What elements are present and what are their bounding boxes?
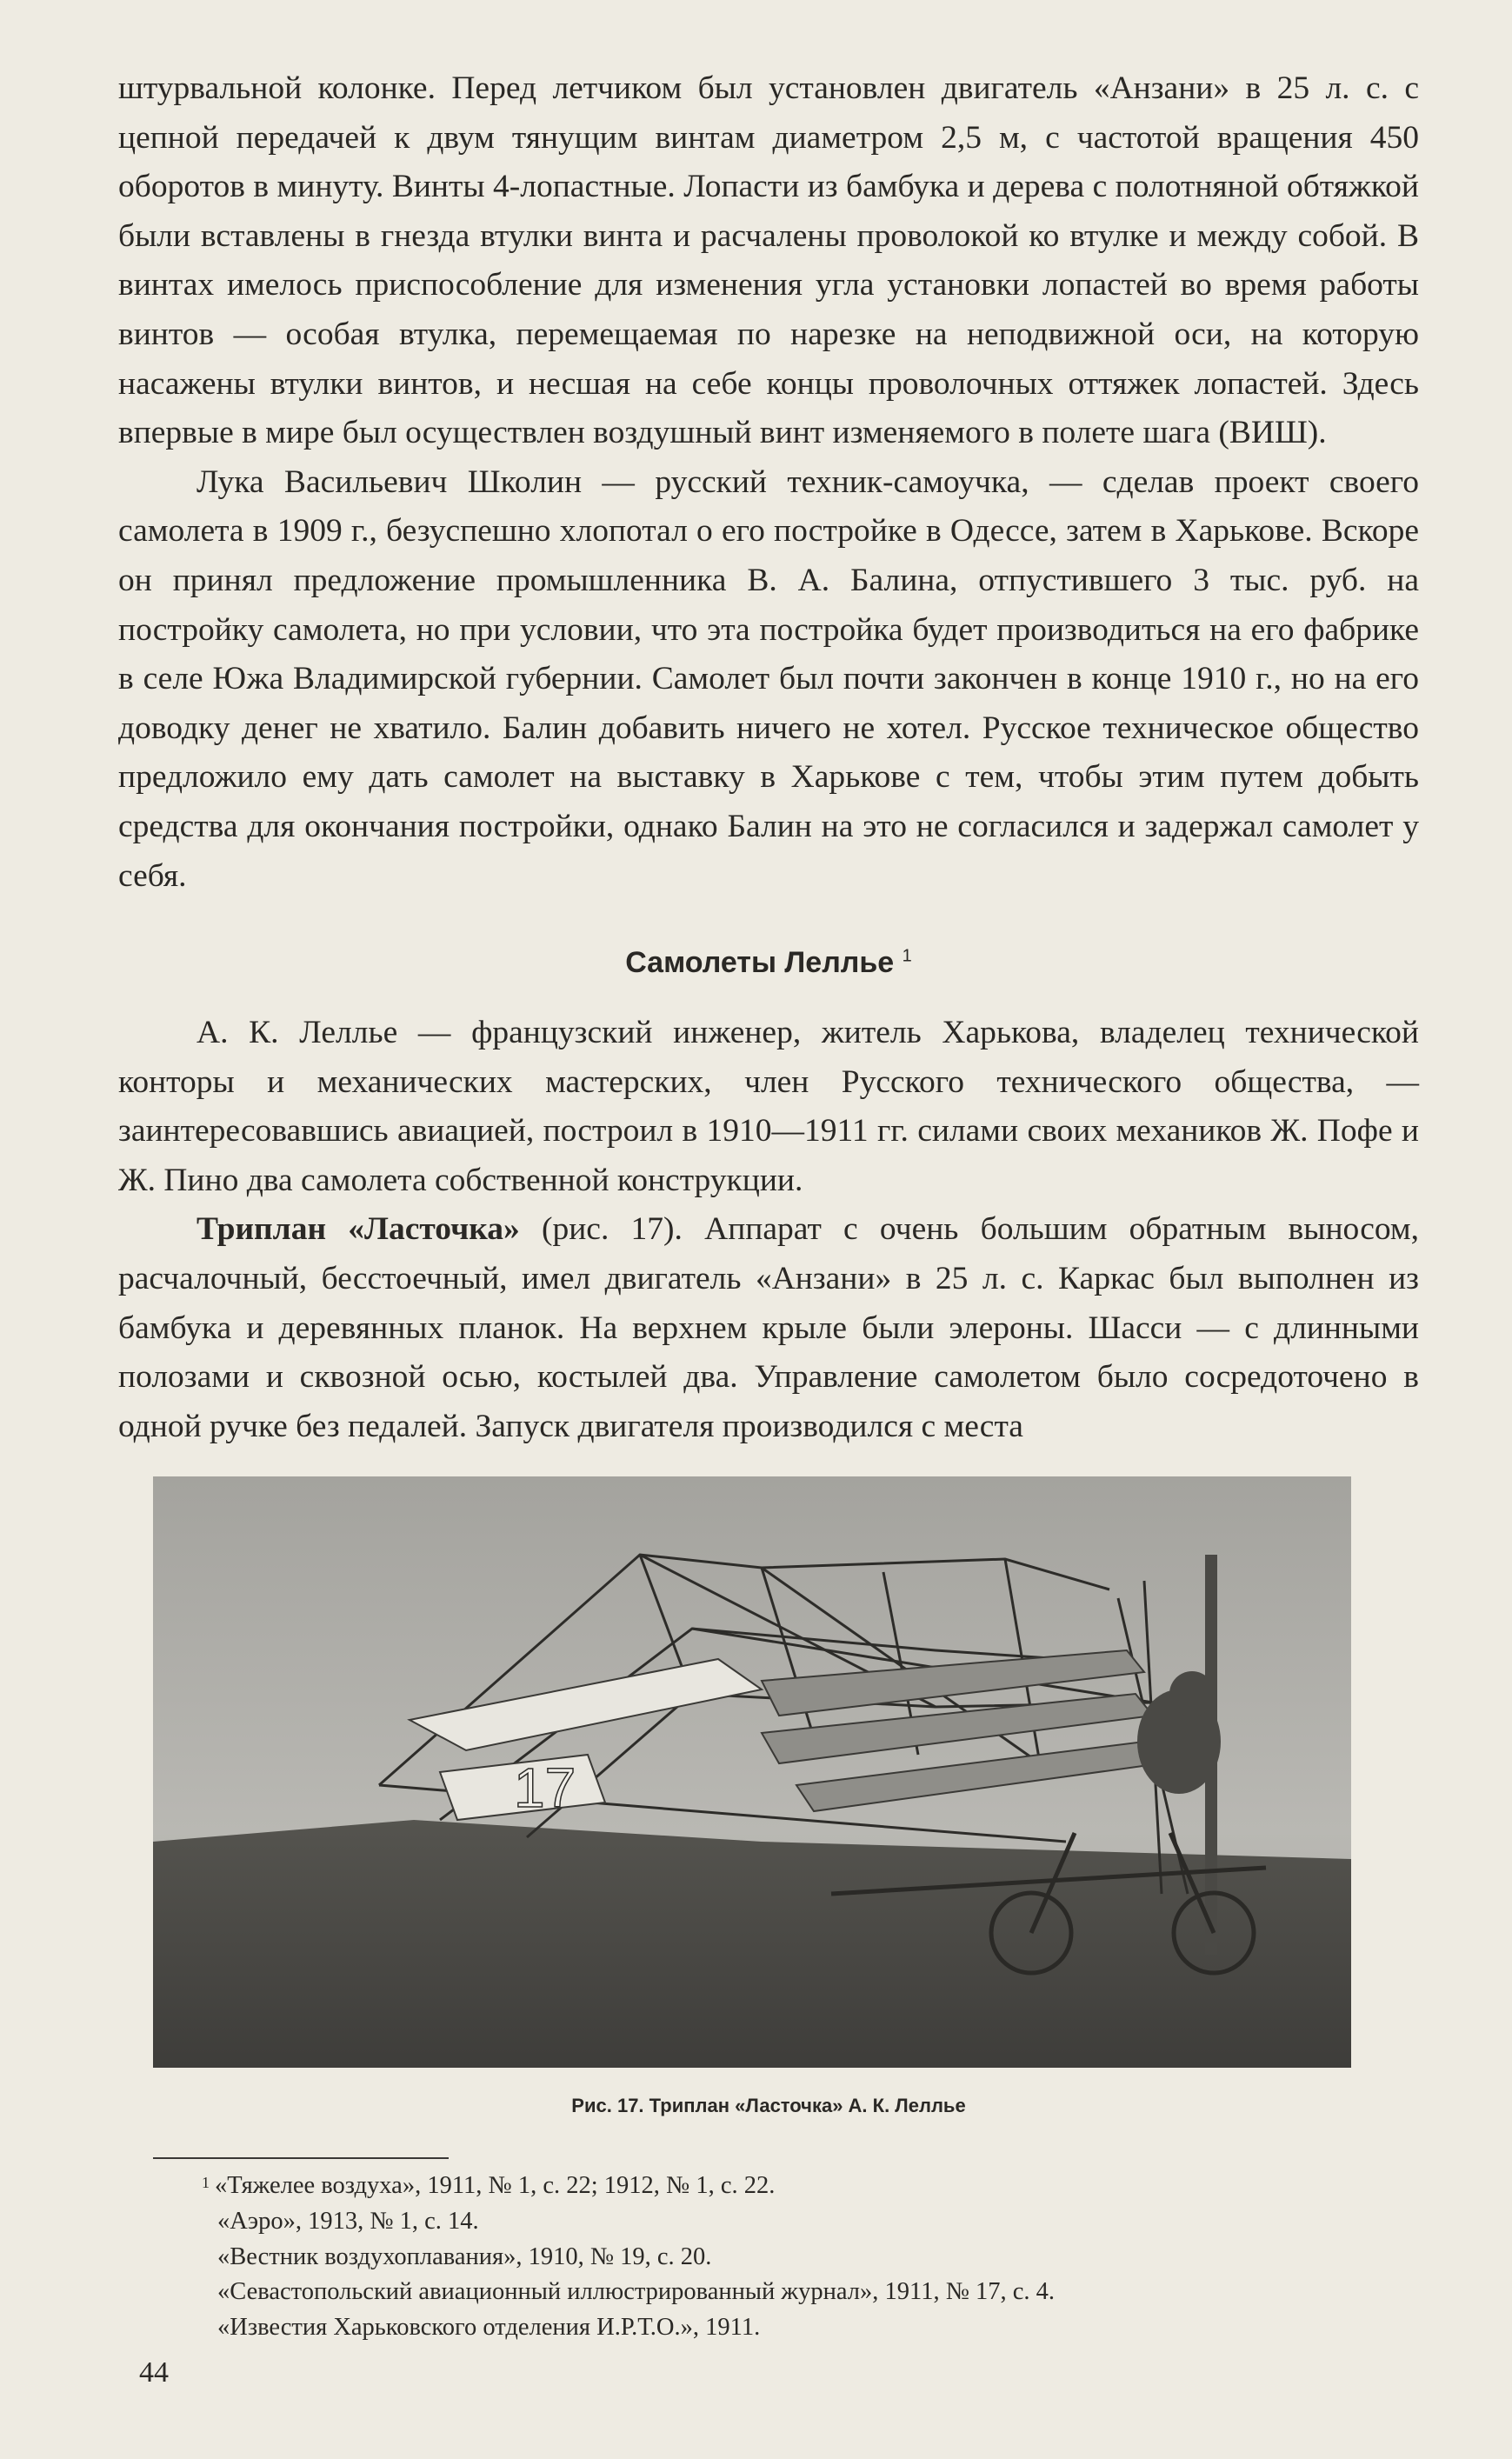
- footnote-divider: [153, 2157, 449, 2159]
- ground: [153, 1820, 1351, 2068]
- footnote-item: «Севастопольский авиационный иллюстрированный журнал», 1911, № 17, с. 4.: [217, 2278, 1056, 2306]
- triplane-illustration: [153, 1476, 1351, 2068]
- triplane-name: Триплан «Ласточка»: [196, 1211, 520, 1248]
- footnote-mark: 1: [202, 2174, 210, 2191]
- section-text-block: [118, 1009, 1419, 1451]
- section-title: Самолеты Леллье: [625, 946, 895, 979]
- paragraph-lastochka: [118, 1205, 1419, 1451]
- figure-triplane-photo: [153, 1476, 1351, 2068]
- paragraph-shkolin: Лука Васильевич Школин — русский техник-самоучка, — сделав проект своего самолета в 1909 г., безуспешно хлопотал о его постройке в Одессе, затем в Харькове. Вскоре он принял предложение промышленника В. А. Балина, отпустившего 3 тыс. руб. на постройку самолета, но при условии, что эта постройка будет производиться на его фабрике в селе Южа Владимирской губернии. Самолет был почти закончен в конце 1910 г., но на его доводку денег не хватило. Балин добавить ничего не хотел. Русское техническое общество предложило ему дать самолет на выставку в Харькове с тем, чтобы этим путем добыть средства для окончания постройки, однако Балин на это не согласился и задержал самолет у себя.: [118, 463, 1419, 894]
- footnote-item: «Известия Харьковского отделения И.Р.Т.О.», 1911.: [217, 2314, 761, 2342]
- figure-caption: Рис. 17. Триплан «Ласточка» А. К. Леллье: [571, 2095, 966, 2116]
- footnote-item: «Аэро», 1913, № 1, с. 14.: [217, 2207, 479, 2235]
- tail-number: 17: [514, 1756, 576, 1819]
- footnotes-list: [202, 2165, 1435, 2346]
- footnote-item: «Вестник воздухоплавания», 1910, № 19, с. 20.: [217, 2242, 712, 2270]
- page-number: 44: [139, 2356, 169, 2389]
- section-heading: [118, 946, 1419, 980]
- paragraph-vish: штурвальной колонке. Перед летчиком был установлен двигатель «Анзани» в 25 л. с. с цепной передачей к двум тянущим винтам диаметром 2,5 м, с частотой вращения 450 оборотов в минуту. Винты 4-лопастные. Лопасти из бамбука и дерева с полотняной обтяжкой были вставлены в гнезда втулки винта и расчалены проволокой ко втулке и между собой. В винтах имелось приспособление для изменения угла установки лопастей во время работы винтов — особая втулка, перемещаемая по нарезке на неподвижной оси, на которую насажены втулки винтов, и несшая на себе концы проволочных оттяжек лопастей. Здесь впервые в мире был осуществлен воздушный винт изменяемого в полете шага (ВИШ).: [118, 70, 1419, 451]
- paragraph-lellier: А. К. Леллье — французский инженер, житель Харькова, владелец технической конторы и механических мастерских, член Русского технического общества, — заинтересовавшись авиацией, построил в 1910—1911 гг. силами своих механиков Ж. Пофе и Ж. Пино два самолета собственной конструкции.: [118, 1015, 1419, 1198]
- footnote-item: $^1$ «Тяжелее воздуха», 1911, № 1, с. 22; 1912, № 1, с. 22.: [202, 2172, 776, 2199]
- footnote-reference: 1: [902, 946, 912, 966]
- paragraph-lastochka-text: (рис. 17). Аппарат с очень большим обратным выносом, расчалочный, бесстоечный, имел двигатель «Анзани» в 25 л. с. Каркас был выполнен из бамбука и деревянных планок. На верхнем крыле были элероны. Шасси — с длинными полозами и сквозной осью, костылей два. Управление самолетом было сосредоточено в одной ручке без педалей. Запуск двигателя производился с места: [118, 1211, 1419, 1444]
- intro-text-block: [118, 64, 1419, 901]
